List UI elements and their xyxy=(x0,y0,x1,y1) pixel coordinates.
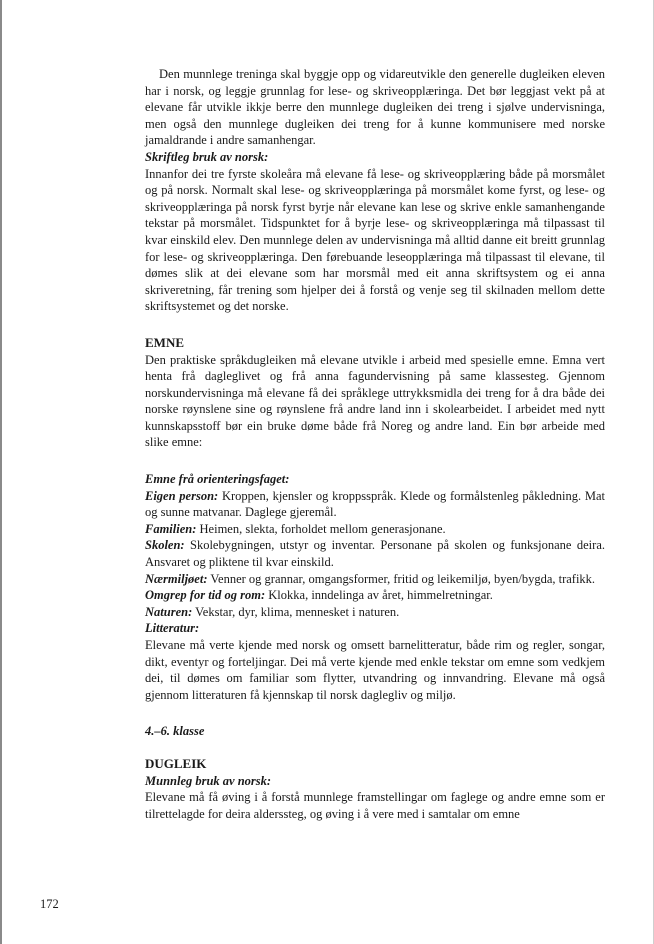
orientering-heading: Emne frå orienteringsfaget: xyxy=(145,472,290,487)
topic-text: Vekstar, dyr, klima, mennesket i naturen. xyxy=(192,604,400,619)
literature-heading: Litteratur: xyxy=(145,621,200,636)
page-edge xyxy=(0,0,2,944)
topic-label: Eigen person: xyxy=(145,488,219,503)
topic-item xyxy=(145,537,605,570)
topic-text: Venner og grannar, omgangsformer, fritid og leikemiljø, byen/bygda, trafikk. xyxy=(207,571,596,586)
page-content xyxy=(145,66,605,822)
topic-text: Heimen, slekta, forholdet mellom generasjonane. xyxy=(196,521,446,536)
dugleik-heading: DUGLEIK xyxy=(145,755,207,771)
topic-label: Omgrep for tid og rom: xyxy=(145,588,266,603)
written-paragraph: Innanfor dei tre fyrste skoleåra må elevane få lese- og skriveopplæring både på morsmålet og på norsk. Normalt skal lese- og skriveopplæringa på morsmålet kome fyrst, og lese- og skriveopplæringa på norsk fyrst byrje når elevane kan lese og skrive enkle samanhengande tekstar på morsmålet. Tidspunktet for å byrje lese- og skriveopplæringa må tilpassast til kvar einskild elev. Den munnlege delen av undervisninga må alltid danne eit breitt grunnlag for lese- og skriveopplæringa. Den førebuande leseopplæringa må tilpassast til elevane, til dømes slik at dei elevane som har morsmål med eit anna skriftsystem og ei anna skriveretning, får trening som hjelper dei å forstå og venje seg til skilnaden mellom dette skriftsystemet og det norske. xyxy=(145,166,605,314)
topic-item xyxy=(145,587,605,604)
oral-paragraph: Elevane må få øving i å forstå munnlege framstellingar om faglege og andre emne som er tilrettelagde for deira alderssteg, og øving i å vere med i samtalar om emne xyxy=(145,790,605,821)
page-number: 172 xyxy=(40,897,59,911)
topic-item xyxy=(145,488,605,521)
topic-text: Klokka, inndelinga av året, himmelretningar. xyxy=(265,588,493,603)
oral-heading: Munnleg bruk av norsk: xyxy=(145,773,272,788)
topic-item xyxy=(145,571,605,588)
topic-item xyxy=(145,521,605,538)
topic-label: Skolen: xyxy=(145,538,185,553)
emne-paragraph: Den praktiske språkdugleiken må elevane utvikle i arbeid med spesielle emne. Emna vert henta frå dagleglivet og frå anna fagundervisning på same klassesteg. Gjennom norskundervisninga må elevane få dei språklege uttrykksmidla dei treng for å dra både dei norske røynslene sine og røynslene frå andre land inn i skolearbeidet. I arbeidet med nytt kunnskapsstoff bør ein bruke døme både frå Noreg og andre land. Ein bør arbeide med slike emne: xyxy=(145,352,605,450)
grade-heading: 4.–6. klasse xyxy=(145,724,205,739)
intro-paragraph: Den munnlege treninga skal byggje opp og vidareutvikle den generelle dugleiken eleven har i norsk, og leggje grunnlag for lese- og skriveopplæringa. Det bør leggjast vekt på at elevane får utvikle ikkje berre den munnlege dugleiken dei treng i sjølve undervisninga, men også den munnlege dugleiken dei treng for å kunne kommunisere med norske jamaldrande i andre samanhengar. xyxy=(145,67,605,148)
literature-paragraph: Elevane må verte kjende med norsk og omsett barnelitteratur, både rim og regler, songar, dikt, eventyr og forteljingar. Dei må verte kjende med enkle tekstar om emne som vedkjem dei, til dømes om familiar som flytter, utvandring og innvandring. Elevane må også gjennom litteraturen få kjennskap til norsk daglegliv og miljø. xyxy=(145,638,605,702)
topic-label: Naturen: xyxy=(145,604,193,619)
topic-text: Skolebygningen, utstyr og inventar. Personane på skolen og funksjonane deira. Ansvaret og pliktene til kvar einskild. xyxy=(145,538,605,570)
written-heading: Skriftleg bruk av norsk: xyxy=(145,149,269,164)
topic-text: Kroppen, kjensler og kroppsspråk. Klede og formålstenleg påkledning. Mat og sunne matvanar. Daglege gjeremål. xyxy=(145,488,605,520)
topic-item xyxy=(145,604,605,621)
emne-heading: EMNE xyxy=(145,334,184,350)
topic-label: Nærmiljøet: xyxy=(145,571,208,586)
topic-label: Familien: xyxy=(145,521,197,536)
